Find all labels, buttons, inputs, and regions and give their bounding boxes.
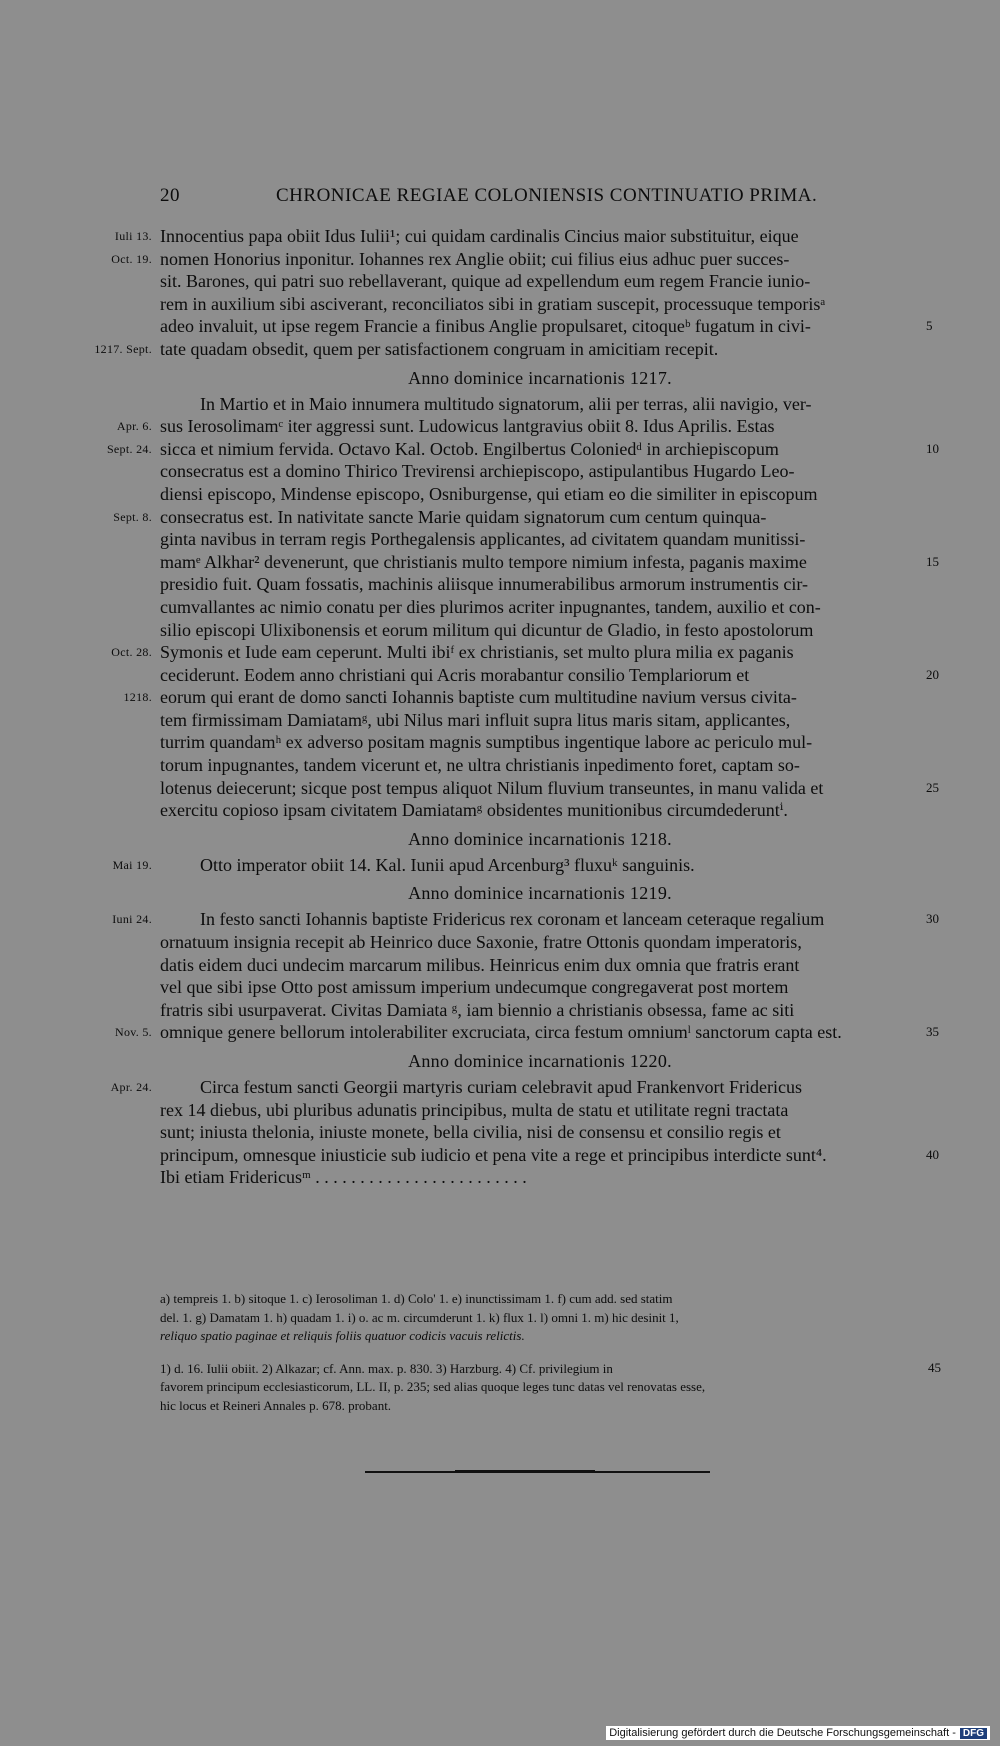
year-heading	[0, 361, 1000, 393]
text-line	[0, 976, 1000, 999]
line-text: rem in auxilium sibi asciverant, reconciliatos sibi in gratiam suscepit, processuque temporisᵃ	[160, 293, 826, 314]
text-line	[0, 777, 1000, 800]
line-text: rex 14 diebus, ubi pluribus adunatis principibus, multa de statu et utilitate regni tractata	[160, 1099, 789, 1120]
text-line	[0, 293, 1000, 316]
line-text: fratris sibi usurpaverat. Civitas Damiata ᵍ, iam biennio a christianis obsessa, fame ac siti	[160, 999, 795, 1020]
year-heading-text: Anno dominice incarnationis 1219.	[408, 883, 672, 904]
line-text: Circa festum sancti Georgii martyris curiam celebravit apud Frankenvort Fridericus	[200, 1077, 802, 1097]
text-line	[0, 551, 1000, 574]
line-number: 5	[926, 318, 933, 334]
line-text: In festo sancti Iohannis baptiste Fridericus rex coronam et lanceam ceteraque regalium	[200, 909, 825, 930]
line-text: ceciderunt. Eodem anno christiani qui Acris morabantur consilio Templariorum et	[160, 664, 750, 685]
text-line	[0, 460, 1000, 483]
text-line	[0, 1099, 1000, 1122]
line-text: sit. Barones, qui patri suo rebellaverant, quique ad expellendum eum regem Francie iunio-	[160, 271, 811, 292]
text-line	[0, 528, 1000, 551]
year-heading	[0, 1044, 1000, 1076]
main-text	[0, 225, 1000, 1189]
text-line	[0, 596, 1000, 619]
margin-date: 1217. Sept.	[94, 341, 152, 356]
margin-date: Nov. 5.	[115, 1025, 152, 1040]
line-text: tem firmissimam Damiatamᵍ, ubi Nilus mari influit supra litus maris sitam, applicantes,	[160, 709, 791, 730]
text-line	[0, 393, 1000, 416]
line-text: sunt; iniusta thelonia, iniuste monete, bella civilia, nisi de consensu et consilio regis et	[160, 1122, 781, 1143]
line-text: sus Ierosolimamᶜ iter aggressi sunt. Ludowicus lantgravius obiit 8. Idus Aprilis. Estas	[160, 416, 775, 437]
text-line	[0, 641, 1000, 664]
text-line	[0, 954, 1000, 977]
text-line	[0, 1021, 1000, 1044]
footnote-line: hic locus et Reineri Annales p. 678. probant.	[160, 1397, 392, 1413]
line-text: principum, omnesque iniusticie sub iudicio et pena vite a rege et principibus interdicte sunt⁴.	[160, 1144, 827, 1165]
text-line	[0, 415, 1000, 438]
line-text: tate quadam obsedit, quem per satisfactionem congruam in amicitiam recepit.	[160, 338, 719, 359]
text-line	[0, 854, 1000, 877]
page-number: 20	[160, 185, 180, 206]
footer-text: Digitalisierung gefördert durch die Deutsche Forschungsgemeinschaft -	[609, 1727, 956, 1739]
text-line	[0, 573, 1000, 596]
line-text: datis eidem duci undecim marcarum milibus. Heinricus enim dux omnia que fratris erant	[160, 954, 800, 975]
margin-date: Oct. 28.	[111, 645, 152, 660]
line-text: vel que sibi ipse Otto post amissum imperium undecumque congregaverat post mortem	[160, 977, 789, 998]
page-title: CHRONICAE REGIAE COLONIENSIS CONTINUATIO PRIMA.	[276, 185, 818, 206]
margin-date: Mai 19.	[112, 857, 152, 872]
line-text: omnique genere bellorum intolerabiliter excruciata, circa festum omniumˡ sanctorum capta est.	[160, 1022, 842, 1043]
text-line	[0, 664, 1000, 687]
line-text: silio episcopi Ulixibonensis et eorum militum qui dicuntur de Gladio, in festo apostolorum	[160, 619, 814, 640]
text-line	[0, 799, 1000, 822]
line-text: presidio fuit. Quam fossatis, machinis aliisque innumerabilibus armorum instrumentis cir-	[160, 574, 809, 595]
margin-date: Oct. 19.	[111, 251, 152, 266]
margin-date: Iuni 24.	[112, 912, 152, 927]
text-line	[0, 999, 1000, 1022]
text-line	[0, 1121, 1000, 1144]
line-text: mamᵉ Alkhar² devenerunt, que christianis multo tempore nimium infesta, paganis maxime	[160, 551, 807, 572]
footnote-line: 1) d. 16. Iulii obiit. 2) Alkazar; cf. Ann. max. p. 830. 3) Harzburg. 4) Cf. privilegium in	[160, 1360, 613, 1376]
footnotes	[160, 1290, 941, 1415]
line-number: 20	[926, 666, 939, 682]
text-line	[0, 931, 1000, 954]
text-line	[0, 338, 1000, 361]
margin-date: Apr. 24.	[110, 1080, 152, 1094]
line-number: 25	[926, 779, 939, 795]
margin-date: 1218.	[123, 690, 152, 705]
margin-date: Sept. 24.	[106, 441, 152, 456]
footnote-line: a) tempreis 1. b) sitoque 1. c) Ierosoliman 1. d) Colo' 1. e) inunctissimam 1. f) cum add. sed statim	[160, 1291, 673, 1306]
line-number: 10	[926, 440, 939, 456]
line-text: cumvallantes ac nimio conatu per dies plurimos acriter inpugnantes, tandem, auxilio et con-	[160, 596, 821, 617]
line-text: Ibi etiam Fridericusᵐ . . . . . . . . . . . . . . . . . . . . . . . .	[160, 1167, 527, 1188]
text-line	[0, 686, 1000, 709]
footnote-line: reliquo spatio paginae et reliquis foliis quatuor codicis vacuis relictis.	[160, 1328, 525, 1343]
margin-date: Iuli 13.	[114, 229, 152, 243]
line-text: ginta navibus in terram regis Porthegalensis applicantes, ad civitatem quandam munitissi-	[160, 529, 806, 550]
text-line	[0, 619, 1000, 642]
text-line	[0, 754, 1000, 777]
line-text: consecratus est. In nativitate sancte Marie quidam signatorum cum centum quinqua-	[160, 506, 767, 527]
year-heading-text: Anno dominice incarnationis 1217.	[408, 367, 672, 388]
line-text: In Martio et in Maio innumera multitudo signatorum, alii per terras, alii navigio, ver-	[200, 393, 812, 414]
margin-date: Sept. 8.	[113, 509, 152, 524]
line-text: Otto imperator obiit 14. Kal. Iunii apud Arcenburg³ fluxuᵏ sanguinis.	[200, 854, 695, 875]
margin-date: Apr. 6.	[116, 419, 152, 434]
footnote-line-number: 45	[928, 1360, 941, 1375]
line-number: 15	[926, 553, 939, 569]
text-line	[0, 248, 1000, 271]
text-line	[0, 709, 1000, 732]
text-line	[0, 315, 1000, 338]
text-line	[0, 438, 1000, 461]
end-rule-center	[455, 1470, 595, 1473]
line-text: ornatuum insignia recepit ab Heinrico duce Saxonie, fratre Ottonis quondam imperatoris,	[160, 932, 802, 953]
text-line	[0, 731, 1000, 754]
text-line	[0, 225, 1000, 248]
text-line	[0, 1076, 1000, 1099]
text-line	[0, 506, 1000, 529]
digitization-footer	[606, 1726, 990, 1740]
line-number: 35	[926, 1024, 939, 1040]
line-text: exercitu copioso ipsam civitatem Damiatamᵍ obsidentes munitionibus circumdederuntⁱ.	[160, 800, 788, 821]
line-text: Symonis et Iude eam ceperunt. Multi ibiᶠ ex christianis, set multo plura milia ex paganis	[160, 642, 794, 663]
line-number: 40	[926, 1146, 939, 1162]
commentary-footnotes	[160, 1360, 925, 1416]
line-text: torum inpugnantes, tandem vicerunt et, ne ultra christianis inpedimento foret, captam so-	[160, 755, 800, 776]
dfg-logo: DFG	[960, 1728, 987, 1739]
line-text: eorum qui erant de domo sancti Iohannis baptiste cum multitudine navium versus civita-	[160, 687, 797, 708]
text-line	[0, 1166, 1000, 1189]
line-number: 30	[926, 911, 939, 927]
line-text: diensi episcopo, Mindense episcopo, Osniburgense, qui etiam eo die similiter in episcopum	[160, 483, 818, 504]
line-text: turrim quandamʰ ex adverso positam magnis sumptibus ingentique labore ac periculo mul-	[160, 732, 813, 753]
text-line	[0, 1144, 1000, 1167]
year-heading	[0, 876, 1000, 908]
line-text: lotenus deiecerunt; sicque post tempus aliquot Nilum fluvium transeuntes, in manu valida et	[160, 777, 824, 798]
year-heading-text: Anno dominice incarnationis 1220.	[408, 1051, 672, 1071]
line-text: Innocentius papa obiit Idus Iulii¹; cui quidam cardinalis Cincius maior substituitur, eique	[160, 226, 799, 246]
textual-footnotes	[160, 1290, 925, 1346]
text-line	[0, 483, 1000, 506]
line-text: consecratus est a domino Thirico Trevirensi archiepiscopo, astipulantibus Hugardo Leo-	[160, 461, 795, 482]
year-heading-text: Anno dominice incarnationis 1218.	[408, 828, 672, 849]
footnote-line: favorem principum ecclesiasticorum, LL. II, p. 235; sed alias quoque leges tunc datas vel renovatas esse,	[160, 1379, 706, 1394]
text-line	[0, 908, 1000, 931]
text-line	[0, 270, 1000, 293]
line-text: sicca et nimium fervida. Octavo Kal. Octob. Engilbertus Coloniedᵈ in archiepiscopum	[160, 438, 779, 459]
year-heading	[0, 822, 1000, 854]
line-text: nomen Honorius inponitur. Iohannes rex Anglie obiit; cui filius eius adhuc puer succes-	[160, 248, 790, 269]
line-text: adeo invaluit, ut ipse regem Francie a finibus Anglie propulsaret, citoqueᵇ fugatum in civi-	[160, 316, 811, 337]
footnote-line: del. 1. g) Damatam 1. h) quadam 1. i) o. ac m. circumderunt 1. k) flux 1. l) omni 1. m) hic desinit 1,	[160, 1309, 679, 1325]
